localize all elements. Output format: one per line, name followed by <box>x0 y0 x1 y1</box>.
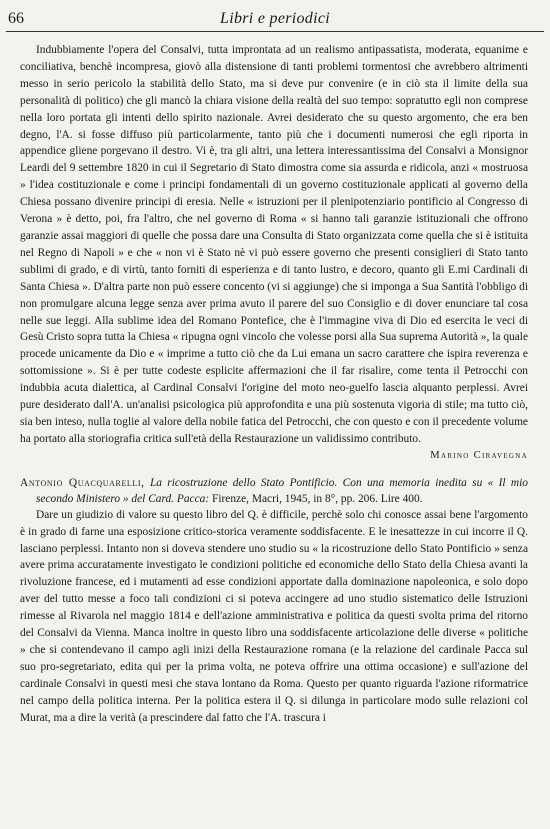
book-reference <box>20 475 528 507</box>
review-paragraph-2: Dare un giudizio di valore su questo libro del Q. è difficile, perchè solo chi conosce assai bene l'argomento è in grado di farne una esposizione critico-storica veramente soddisfacente. E le inesattezze in cui incorre il Q. lasciano perplessi. Intanto non si doveva stendere uno studio su « la ricostruzione dello Stato Pontificio » senza avere prima accuratamente investigato le condizioni politiche ed economiche dello Stato della Chiesa avanti la rivoluzione francese, ed i mutamenti ad esse condizioni apportate dalla dominazione napoleonica, e solo dopo aver del tutto messe a foco tali condizioni ci si poteva accingere ad uno studio sistematico delle Istruzioni rimesse al Rivarola nel maggio 1814 e dell'azione amministrativa e politica da questi svolta prima del ritorno del Consalvi da Vienna. Manca inoltre in questo libro una soddisfacente articolazione delle diverse « politiche » che si contendevano il campo agli inizi della Restaurazione romana (e la relazione del cardinale Pacca sul suo pro-segretariato, edita qui per la prima volta, ne poteva offrire una ottima occasione) e sull'azione del cardinale Consalvi in questi mesi che stava lontano da Roma. Questo per quanto riguarda l'azione riformatrice nel campo della politica interna. Per la politica estera il Q. si dilunga in particolare modo sulle relazioni col Murat, ma a dire la verità (a prescindere dal fatto che l'A. trascura i <box>20 508 528 724</box>
header-rule <box>6 31 544 32</box>
review-paragraph: Indubbiamente l'opera del Consalvi, tutta improntata ad un realismo antipassatista, moderata, equanime e conciliativa, benchè incompresa, giovò alla distensione di tanti problemi tormentosi che avrebbero altrimenti messo in serio pericolo la stabilità dello Stato, ma si deve pur convenire (e in ciò sta il limite della sua personalità di politico) che gli mancò la chiara visione della realtà del suo tempo: sopratutto egli non comprese nella loro portata gli intenti dello spirito nazionale. Avrei desiderato che su questo argomento, che era ben degno, l'A. si fosse diffuso più particolarmente, tanto più che i documenti numerosi che egli riporta in appendice gliene porgevano il destro. Vi è, tra gli altri, una lettera interessantissima del Consalvi a Monsignor Leardi del 9 settembre 1820 in cui il Segretario di Stato dimostra come sia assurda e ridicola, anzi « mostruosa » l'idea costituzionale e come i principi fondamentali di un governo costituzionale applicati al governo della Chiesa possano divenire principi di eresia. Nelle « istruzioni per il plenipotenziario pontificio al Congresso di Verona » è detto, poi, fra l'altro, che nel governo di Roma « si hanno tali garanzie istituzionali che offrono garanzie assai maggiori di quelle che possa dare una Consulta di Stato organizzata come quella che si è istituita nel Regno di Napoli » e che « non vi è Stato nè vi può essere governo che presenti consiglieri di Stato tanto sublimi di grado, e di virtù, tanto forniti di esperienza e di tanto lustro, e decoro, quanto gli E.mi Cardinali di Santa Chiesa ». D'altra parte non può essere concento (vi si aggiunge) che si imponga a Sua Santità l'obbligo di non promulgare alcuna legge senza aver prima avuto il parere del suo Consiglio e di dover enunciare tal cosa nelle sue leggi. Alla sublime idea del Romano Pontefice, che è l'immagine viva di Dio ed esercita le veci di Gesù Cristo sopra tutta la Chiesa « ripugna ogni vincolo che volesse porsi alla Sua suprema Autorità », la quale procede unicamente da Dio e « imprime a tutto ciò che da Lui emana un sacro carattere che ispira reverenza e sottomissione ». Si è per tutte codeste esplicite affermazioni che il far risalire, come tenta il Petrocchi con indubbia acuta dialettica, al Cardinal Consalvi l'origine del moto neo-guelfo lascia alquanto perplessi. Avrei pure desiderato dall'A. un'analisi psicologica più approfondita e una più sostenuta vigoria di stile; ma tutto ciò, sia ben inteso, nulla toglie al valore della nobile fatica del Petrocchi, che con questo e con il precedente volume ha portato alla storiografia critica sull'età della Restaurazione un validissimo contributo. <box>20 44 528 445</box>
book-publication: Firenze, Macri, 1945, in 8°, pp. 206. Lire 400. <box>212 492 423 505</box>
page-number: 66 <box>8 10 24 27</box>
book-author: Antonio Quacquarelli, <box>20 476 145 489</box>
reviewer-signature: Marino Ciravegna <box>430 449 528 461</box>
page-header <box>8 10 542 32</box>
book-title: La ricostruzione dello Stato Pontificio. Con una memoria inedita su « Il mio secondo Ministero » del Card. Pacca: <box>36 476 528 505</box>
running-title: Libri e periodici <box>220 10 330 27</box>
page-body <box>20 42 528 727</box>
